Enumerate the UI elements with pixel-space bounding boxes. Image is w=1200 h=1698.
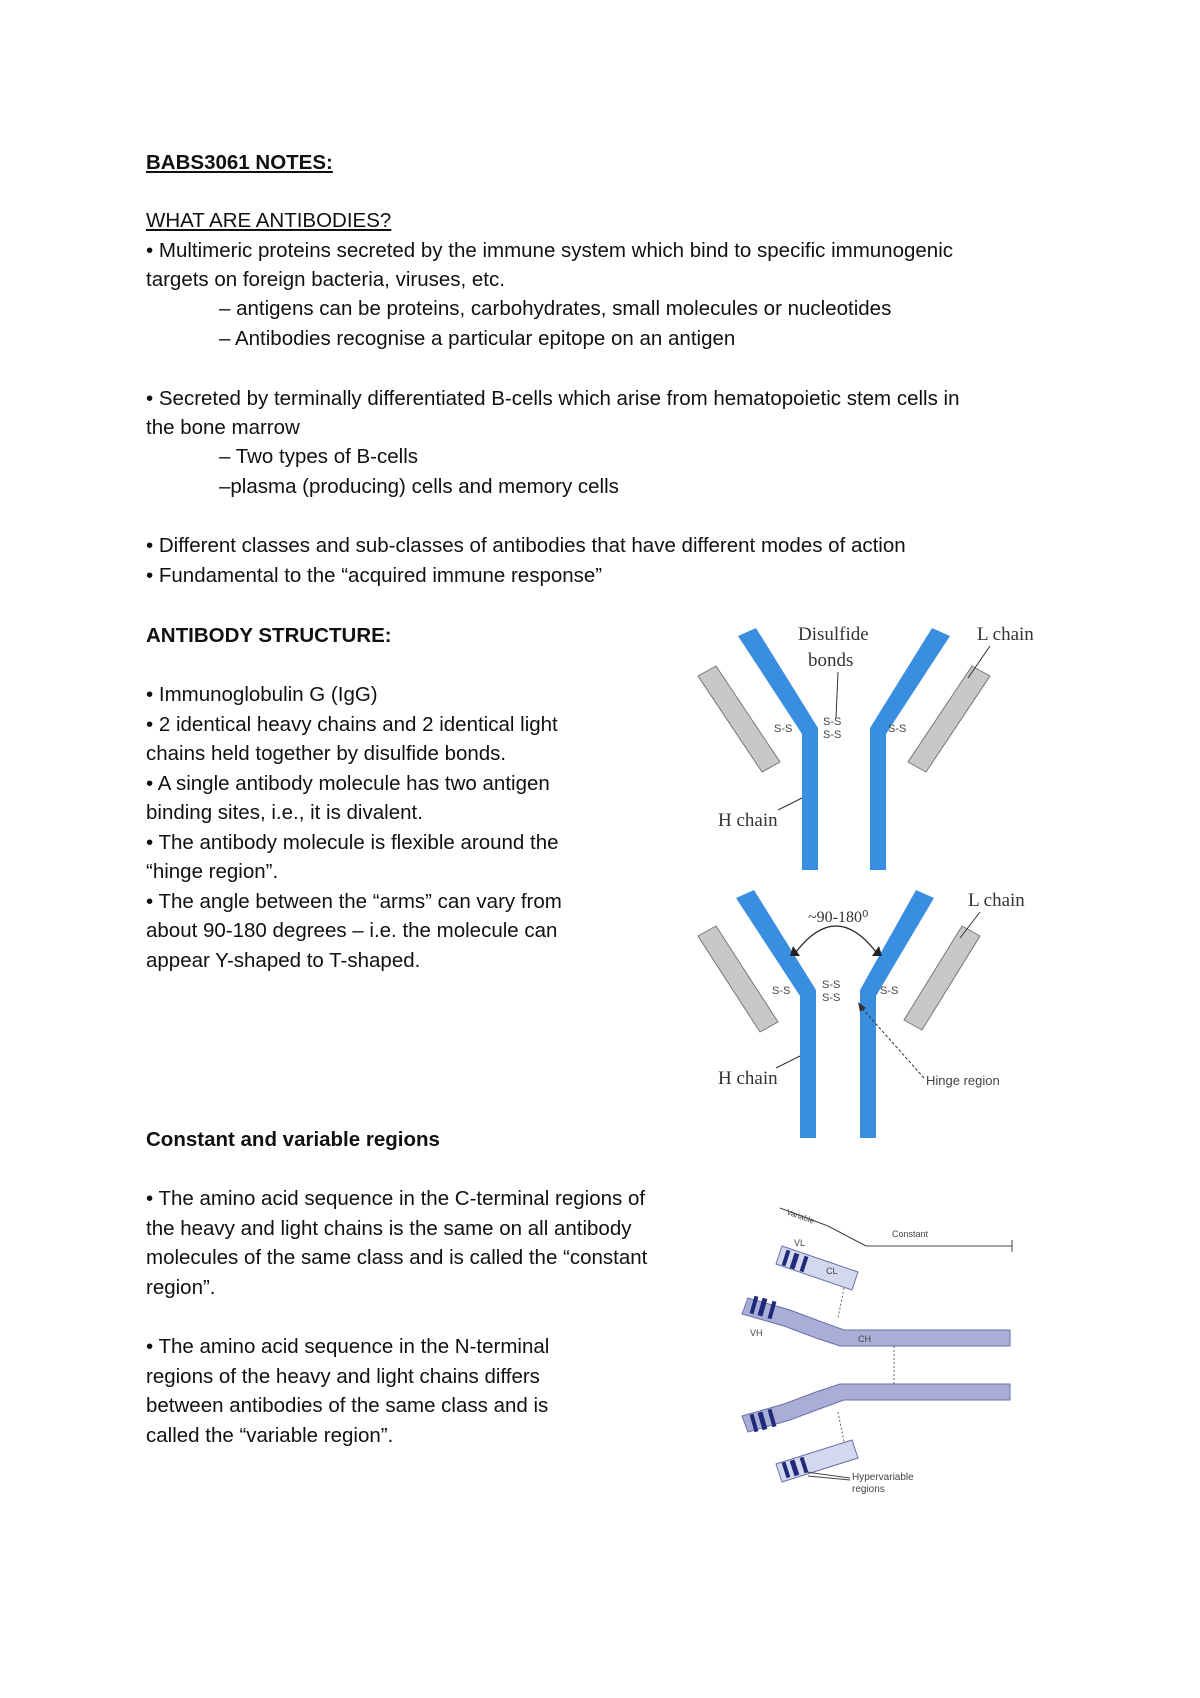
disulfide-bond-label: S-S [823,716,842,728]
text-line: chains held together by disulfide bonds. [146,742,507,765]
text-line: • The antibody molecule is flexible around the [146,831,559,854]
leader-line [778,798,802,810]
text-line: • Immunoglobulin G (IgG) [146,683,378,706]
light-chain-left [698,666,780,772]
heavy-chain-upper [742,1298,1010,1346]
l-chain-label: L chain [968,890,1025,911]
section-heading-antibodies: WHAT ARE ANTIBODIES? [146,209,392,232]
hypervariable-label: regions [852,1484,885,1495]
disulfide-bond-label: S-S [772,985,791,997]
h-chain-label: H chain [718,1068,778,1089]
disulfide-bond-label: S-S [822,992,841,1004]
leader-line [806,1472,850,1478]
disulfide-label: Disulfide [798,624,869,645]
disulfide-bond [838,1412,844,1442]
text-line: • The angle between the “arms” can vary from [146,890,562,913]
leader-line [828,1226,866,1246]
text-line: • 2 identical heavy chains and 2 identical light [146,713,558,736]
text-line: region”. [146,1276,216,1299]
text-line: • The amino acid sequence in the C-terminal regions of [146,1187,646,1210]
hinge-region-label: Hinge region [926,1073,1000,1088]
h-chain-label: H chain [718,810,778,831]
disulfide-bond [838,1288,844,1318]
text-line: – antigens can be proteins, carbohydrates, small molecules or nucleotides [219,297,892,320]
leader-line [808,1476,850,1480]
text-line: • Fundamental to the “acquired immune response” [146,564,603,587]
variable-label: Variable [785,1207,816,1226]
hinge-flexibility-diagram [690,880,1070,1140]
text-line: called the “variable region”. [146,1424,394,1447]
cl-label: CL [826,1266,838,1276]
text-line: • A single antibody molecule has two antigen [146,772,550,795]
l-chain-label: L chain [977,624,1034,645]
text-line: • The amino acid sequence in the N-terminal [146,1335,550,1358]
text-line: – Antibodies recognise a particular epitope on an antigen [219,327,736,350]
hypervariable-label: Hypervariable [852,1472,914,1483]
text-line: • Secreted by terminally differentiated B-cells which arise from hematopoietic stem cells in [146,387,960,410]
text-line: targets on foreign bacteria, viruses, etc. [146,268,505,291]
disulfide-bond-label: S-S [822,979,841,991]
arrowhead-icon [872,946,882,956]
arrowhead-icon [790,946,800,956]
text-line: the bone marrow [146,416,300,439]
text-line: molecules of the same class and is called the “constant [146,1246,648,1269]
angle-arc [796,926,876,952]
text-line: “hinge region”. [146,860,279,883]
disulfide-bond-label: S-S [774,723,793,735]
text-line: the heavy and light chains is the same on all antibody [146,1217,632,1240]
text-line: • Different classes and sub-classes of antibodies that have different modes of action [146,534,906,557]
text-line: binding sites, i.e., it is divalent. [146,801,423,824]
disulfide-label: bonds [808,650,854,671]
disulfide-bond-label: S-S [823,729,842,741]
text-line: – Two types of B-cells [219,445,419,468]
text-line: between antibodies of the same class and is [146,1394,549,1417]
disulfide-bond-label: S-S [880,985,899,997]
light-chain-right [904,926,980,1030]
light-chain-right [908,666,990,772]
constant-variable-regions-diagram [740,1190,1030,1510]
section-heading-structure: ANTIBODY STRUCTURE: [146,624,392,647]
page-title: BABS3061 NOTES: [146,151,333,174]
section-heading-regions: Constant and variable regions [146,1128,440,1151]
angle-label: ~90-180⁰ [808,909,869,926]
leader-line [836,672,838,718]
vl-label: VL [794,1238,806,1248]
text-line: –plasma (producing) cells and memory cells [219,475,619,498]
text-line: regions of the heavy and light chains differs [146,1365,540,1388]
vh-label: VH [750,1328,763,1338]
leader-line [776,1056,800,1068]
constant-label: Constant [892,1229,929,1239]
text-line: • Multimeric proteins secreted by the immune system which bind to specific immunogenic [146,239,953,262]
text-line: about 90-180 degrees – i.e. the molecule can [146,919,558,942]
disulfide-bond-label: S-S [888,723,907,735]
heavy-chain-lower [742,1384,1010,1432]
antibody-structure-diagram [690,620,1070,870]
text-line: appear Y-shaped to T-shaped. [146,949,421,972]
ch-label: CH [858,1334,871,1344]
